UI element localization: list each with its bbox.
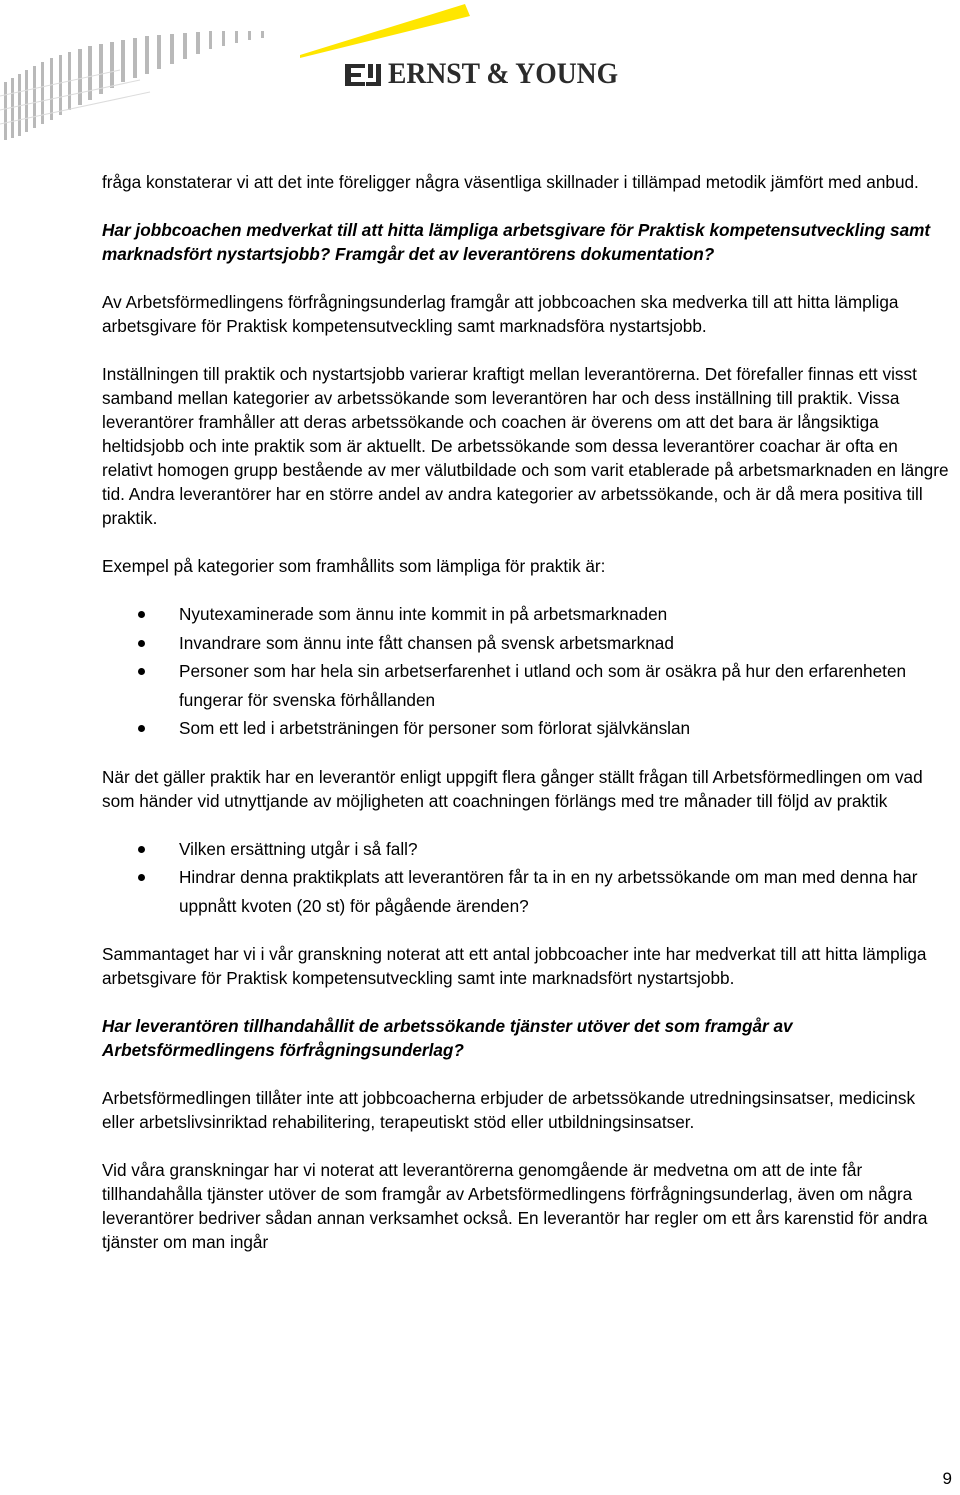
paragraph: Inställningen till praktik och nystartsjobb varierar kraftigt mellan leverantörerna. Det förefaller finnas ett visst samband mellan kategorier av arbetssökande som leverantören har och dess inställning till praktik. Vissa leverantörer framhåller att deras arbetssökande och coachen är överens om att det bara är långsiktiga heltidsjobb och inte praktik som är aktuellt. De arbetssökande som dessa leverantörer coachar är ofta en relativt homogen grupp bestående av mer välutbildade och som varit etablerade på arbetsmarknaden en längre tid. Andra leverantörer har en större andel av andra kategorier av arbetssökande, och är då mera positiva till praktik. [102, 364, 949, 528]
list-item: Hindrar denna praktikplats att leverantören får ta in en ny arbetssökande om man med denna har uppnått kvoten (20 st) för pågående ärenden? [102, 863, 952, 920]
paragraph: fråga konstaterar vi att det inte föreligger några väsentliga skillnader i tillämpad metodik jämfört med anbud. [102, 172, 919, 192]
page-number: 9 [942, 1469, 952, 1488]
paragraph: Av Arbetsförmedlingens förfrågningsunderlag framgår att jobbcoachen ska medverka till att hitta lämpliga arbetsgivare för Praktisk kompetensutveckling samt marknadsföra nystartsjobb. [102, 292, 899, 336]
list-item: Vilken ersättning utgår i så fall? [102, 835, 952, 864]
paragraph: När det gäller praktik har en leverantör enligt uppgift flera gånger ställt frågan till Arbetsförmedlingen om vad som händer vid utnyttjande av möjligheten att coachningen förlängs med tre månader till följd av praktik [102, 766, 923, 811]
list-item: Som ett led i arbetsträningen för personer som förlorat självkänslan [102, 714, 952, 743]
question-heading: Har leverantören tillhandahållit de arbetssökande tjänster utöver det som framgår av Arbetsförmedlingens förfrågningsunderlag? [102, 1016, 793, 1060]
question-bold-text: Har jobbcoachen medverkat till att hitta lämpliga arbetsgivare för Praktisk kompetensutveckling samt marknadsfört nystartsjobb? [102, 220, 931, 264]
paragraph: Arbetsförmedlingen tillåter inte att jobbcoacherna erbjuder de arbetssökande utredningsinsatser, medicinsk eller arbetslivsinriktad rehabilitering, terapeutiskt stöd eller utbildningsinsatser. [102, 1088, 916, 1132]
paragraph: Vid våra granskningar har vi noterat att leverantörerna genomgående är medvetna om att de inte får tillhandahålla tjänster utöver de som framgår av Arbetsförmedlingens förfrågningsunderlag, även om några leverantörer bedriver sådan annan verksamhet också. En leverantör har regler om ett års karenstid för andra tjänster om man ingår [102, 1160, 928, 1252]
list-item: Personer som har hela sin arbetserfarenhet i utland och som är osäkra på hur den erfarenheten fungerar för svenska förhållanden [102, 657, 952, 714]
bullet-list [102, 835, 952, 921]
question-heading [102, 218, 952, 266]
logo-wordmark: ERNST & YOUNG [388, 57, 619, 90]
bullet-list [102, 600, 952, 743]
paragraph: Exempel på kategorier som framhållits som lämpliga för praktik är: [102, 556, 606, 576]
list-item: Invandrare som ännu inte fått chansen på svensk arbetsmarknad [102, 629, 952, 658]
document-body [102, 170, 952, 1278]
page-header [0, 0, 960, 150]
list-item: Nyutexaminerade som ännu inte kommit in på arbetsmarknaden [102, 600, 952, 629]
question-italic-text: Framgår det av leverantörens dokumentation? [330, 244, 715, 264]
paragraph: Sammantaget har vi i vår granskning noterat att ett antal jobbcoacher inte har medverkat till att hitta lämpliga arbetsgivare för Praktisk kompetensutveckling samt inte marknadsfört nystartsjobb. [102, 944, 927, 988]
